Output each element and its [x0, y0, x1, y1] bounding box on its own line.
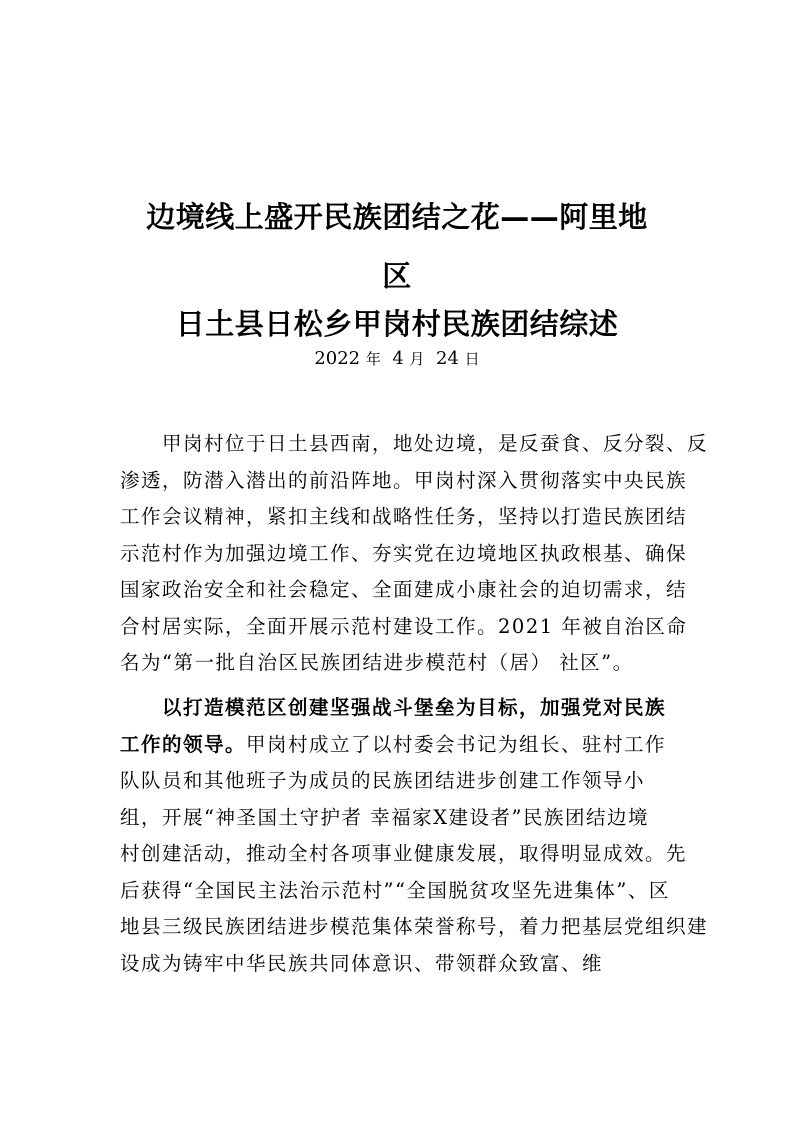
paragraph-2-heading: 以打造模范区创建坚强战斗堡垒为目标，加强党对民族: [162, 696, 667, 719]
date-day: 24: [436, 348, 459, 369]
paragraph-2-line: 地县三级民族团结进步模范集体荣誉称号，着力把基层党组织建: [120, 915, 709, 938]
date-month: 4: [392, 348, 404, 369]
date-day-char: 日: [464, 350, 480, 368]
paragraph-2-line: 设成为铸牢中华民族共同体意识、带领群众致富、维: [120, 951, 604, 975]
paragraph-1-line: 示范村作为加强边境工作、夯实党在边境地区执政根基、确保: [120, 541, 688, 565]
paragraph-1-line: 渗透，防潜入潜出的前沿阵地。甲岗村深入贯彻落实中央民族: [120, 468, 688, 492]
paragraph-1-line: 国家政治安全和社会稳定、全面建成小康社会的迫切需求，结: [120, 578, 688, 601]
paragraph-2-heading-end: 工作的领导。: [120, 732, 247, 756]
paragraph-2-line: 组，开展“神圣国土守护者 幸福家X建设者”民族团结边境: [120, 805, 650, 829]
paragraph-2-line: 队队员和其他班子为成员的民族团结进步创建工作领导小: [120, 769, 646, 792]
paragraph-2-first-line: [120, 727, 690, 764]
document-title-line-3: 日土县日松乡甲岗村民族团结综述: [175, 307, 619, 341]
date-year-char: 年: [365, 350, 381, 368]
date-year: 2022: [314, 348, 361, 369]
document-title-line-1: 边境线上盛开民族团结之花——阿里地: [146, 200, 648, 234]
paragraph-1-line: 合村居实际，全面开展示范村建设工作。2021 年被自治区命: [120, 614, 688, 638]
paragraph-2-line: 后获得“全国民主法治示范村”“全国脱贫攻坚先进集体”、区: [120, 878, 670, 902]
paragraph-1-line: 甲岗村位于日土县西南，地处边境，是反蚕食、反分裂、反: [162, 432, 709, 455]
document-date: [200, 348, 594, 369]
paragraph-2-line: 村创建活动，推动全村各项事业健康发展，取得明显成效。先: [120, 842, 688, 865]
paragraph-2-first-line-text: 甲岗村成立了以村委会书记为组长、驻村工作: [246, 732, 667, 756]
paragraph-1-line: 名为“第一批自治区民族团结进步模范村（居） 社区”。: [120, 651, 634, 674]
paragraph-2: [120, 690, 709, 982]
date-month-char: 月: [409, 350, 425, 368]
document-title-line-2: 区: [382, 259, 412, 293]
paragraph-1-line: 工作会议精神，紧扣主线和战略性任务，坚持以打造民族团结: [120, 505, 688, 528]
paragraph-1: [120, 426, 709, 682]
